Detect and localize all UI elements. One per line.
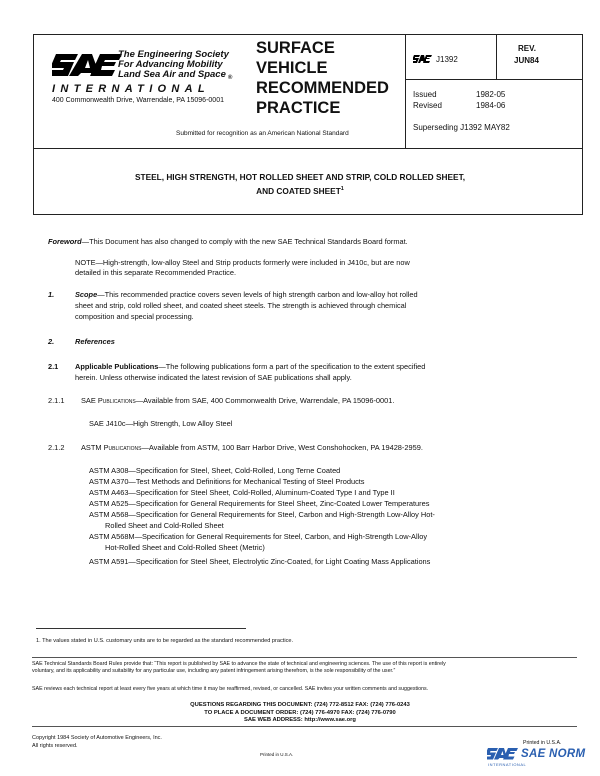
questions-line: QUESTIONS REGARDING THIS DOCUMENT: (724) 772-8512 FAX: (724) 776-0243 xyxy=(190,702,410,708)
foreword-paragraph xyxy=(48,237,408,247)
rev-value: JUN84 xyxy=(514,56,539,65)
contact-block xyxy=(0,702,600,725)
trademark-mark: ® xyxy=(227,75,233,81)
section-1-number: 1. xyxy=(48,290,55,299)
sae-publications-text: —Available from SAE, 400 Commonwealth Drive, Warrendale, PA 15096-0001. xyxy=(135,396,395,405)
astm-reference-continuation: Rolled Sheet and Cold-Rolled Sheet xyxy=(105,521,224,530)
revised-label: Revised xyxy=(413,101,442,110)
sae-small-logo-icon xyxy=(413,54,433,64)
rev-divider-rule xyxy=(496,34,497,79)
doc-type-line-1: SURFACE xyxy=(256,39,335,57)
section-2-1-line-2: herein. Unless otherwise indicated the latest revision of SAE publications shall apply. xyxy=(75,373,352,382)
issued-label: Issued xyxy=(413,90,437,99)
sae-logo-icon xyxy=(52,48,124,82)
section-2-number: 2. xyxy=(48,337,55,346)
copyright-line: Copyright 1984 Society of Automotive Engineers, Inc. xyxy=(32,735,162,741)
web-address-line: SAE WEB ADDRESS: http://www.sae.org xyxy=(244,717,356,724)
section-2-1-2-number: 2.1.2 xyxy=(48,443,65,452)
doc-type-line-2: VEHICLE xyxy=(256,59,328,77)
ans-submission-note: Submitted for recognition as an American National Standard xyxy=(176,130,349,137)
sae-publications-heading: SAE Publications xyxy=(81,396,136,405)
sae-norm-subtext: INTERNATIONAL xyxy=(488,762,527,767)
revised-value: 1984-06 xyxy=(476,101,506,110)
title-bottom-rule xyxy=(33,214,583,215)
astm-reference: ASTM A568M—Specification for General Requirements for Steel, Carbon, and High-Strength Low-Alloy xyxy=(89,532,428,541)
issued-value: 1982-05 xyxy=(476,90,506,99)
title-line-2 xyxy=(40,184,560,197)
scope-text-1: —This recommended practice covers seven levels of high strength carbon and low-alloy hot rolled xyxy=(97,290,418,299)
docnum-bottom-rule xyxy=(405,79,582,80)
astm-reference: ASTM A370—Test Methods and Definitions for Mechanical Testing of Steel Products xyxy=(89,477,365,486)
sae-address: 400 Commonwealth Drive, Warrendale, PA 15096-0001 xyxy=(52,97,224,104)
sae-norm-wordmark: SAE NORM xyxy=(521,748,586,760)
printed-in-usa-right: Printed in U.S.A. xyxy=(523,740,562,746)
applicable-publications-heading: Applicable Publications xyxy=(75,362,159,371)
sae-reference: SAE J410c—High Strength, Low Alloy Steel xyxy=(89,419,233,428)
doc-type-line-4: PRACTICE xyxy=(256,99,341,117)
note-line-1: NOTE—High-strength, low-alloy Steel and Strip products formerly were included in J410c, but are now xyxy=(75,258,410,267)
order-line: TO PLACE A DOCUMENT ORDER: (724) 776-4970 FAX: (724) 776-0790 xyxy=(204,709,396,716)
tagline-line-3 xyxy=(118,70,232,83)
foreword-heading: Foreword xyxy=(48,237,82,246)
astm-publications-text: —Available from ASTM, 100 Barr Harbor Drive, West Conshohocken, PA 19428-2959. xyxy=(141,443,423,452)
printed-in-usa-center: Printed in U.S.A. xyxy=(260,752,294,757)
section-2-1-line-1 xyxy=(75,362,425,372)
sae-norm-logo xyxy=(487,742,587,770)
section-2-1-number: 2.1 xyxy=(48,362,59,371)
tagline-line-2: For Advancing Mobility xyxy=(118,59,223,70)
section-1-line-3: composition and special processing. xyxy=(75,312,194,321)
legal-para-2: SAE reviews each technical report at least every five years at which time it may be reaffirmed, revised, or cancelled. SAE invites your written comments and suggestions. xyxy=(32,686,429,692)
frame-left-rule xyxy=(33,34,34,215)
scope-heading: Scope xyxy=(75,290,98,299)
section-2-1-2-line xyxy=(81,443,423,453)
astm-reference: ASTM A525—Specification for General Requirements for Steel Sheet, Zinc-Coated Lower Temperatures xyxy=(89,499,430,508)
international-wordmark: INTERNATIONAL xyxy=(52,83,210,95)
doc-type-line-3: RECOMMENDED xyxy=(256,79,389,97)
header-divider-rule xyxy=(405,34,406,148)
astm-reference-continuation: Hot-Rolled Sheet and Cold-Rolled Sheet (Metric) xyxy=(105,543,265,552)
tagline-line-3-text: Land Sea Air and Space xyxy=(118,69,226,80)
title-footnote-marker: 1 xyxy=(340,185,344,192)
copyright-block xyxy=(32,735,162,750)
rights-line: All rights reserved. xyxy=(32,742,78,749)
legal-top-rule xyxy=(32,657,577,658)
astm-reference: ASTM A308—Specification for Steel, Sheet, Cold-Rolled, Long Terne Coated xyxy=(89,466,341,475)
section-2-1-1-line xyxy=(81,396,394,406)
references-heading: References xyxy=(75,337,115,346)
footnote-rule xyxy=(36,628,246,629)
footnote-1: 1. The values stated in U.S. customary units are to be regarded as the standard recommended practice. xyxy=(36,638,294,644)
astm-reference: ASTM A591—Specification for Steel Sheet, Electrolytic Zinc-Coated, for Light Coating Mass Applications xyxy=(89,557,431,566)
title-line-1: STEEL, HIGH STRENGTH, HOT ROLLED SHEET AND STRIP, COLD ROLLED SHEET, xyxy=(134,172,466,182)
section-1-line-2: sheet and strip, cold rolled sheet, and coated sheet steels. The strength is achieved through chemical xyxy=(75,301,407,310)
section-1-line-1 xyxy=(75,290,418,300)
tagline-line-1: The Engineering Society xyxy=(118,49,229,60)
document-number: J1392 xyxy=(436,55,458,64)
astm-reference: ASTM A568—Specification for General Requirements for Steel, Carbon and High-Strength Low-Alloy Hot- xyxy=(89,510,435,519)
legal-para-1-line-2: voluntary, and its applicability and suitability for any particular use, including any patent infringement arising therefrom, is the sole responsibility of the user.” xyxy=(32,668,396,675)
society-tagline xyxy=(118,50,232,83)
document-title xyxy=(40,172,560,197)
rev-label: REV. xyxy=(518,44,536,53)
header-top-rule xyxy=(33,34,583,35)
legal-para-1 xyxy=(32,661,577,676)
legal-bottom-rule xyxy=(32,726,577,727)
title-line-2-text: AND COATED SHEET xyxy=(256,185,341,196)
astm-reference: ASTM A463—Specification for Steel Sheet, Cold-Rolled, Aluminum-Coated Type I and Type II xyxy=(89,488,395,497)
applicable-publications-text: —The following publications form a part of the specification to the extent specified xyxy=(158,362,426,371)
section-2-1-1-number: 2.1.1 xyxy=(48,396,65,405)
superseding-note: Superseding J1392 MAY82 xyxy=(413,123,510,132)
document-type xyxy=(256,38,389,118)
foreword-text: —This Document has also changed to comply with the new SAE Technical Standards Board format. xyxy=(81,237,408,246)
header-bottom-rule xyxy=(33,148,583,149)
astm-publications-heading: ASTM Publications xyxy=(81,443,142,452)
frame-right-rule xyxy=(582,34,583,215)
note-line-2: detailed in this separate Recommended Practice. xyxy=(75,268,237,277)
legal-para-1-line-1: SAE Technical Standards Board Rules provide that: “This report is published by SAE to advance the state of technical and engineering sciences. The use of this report is entirely xyxy=(32,661,446,667)
